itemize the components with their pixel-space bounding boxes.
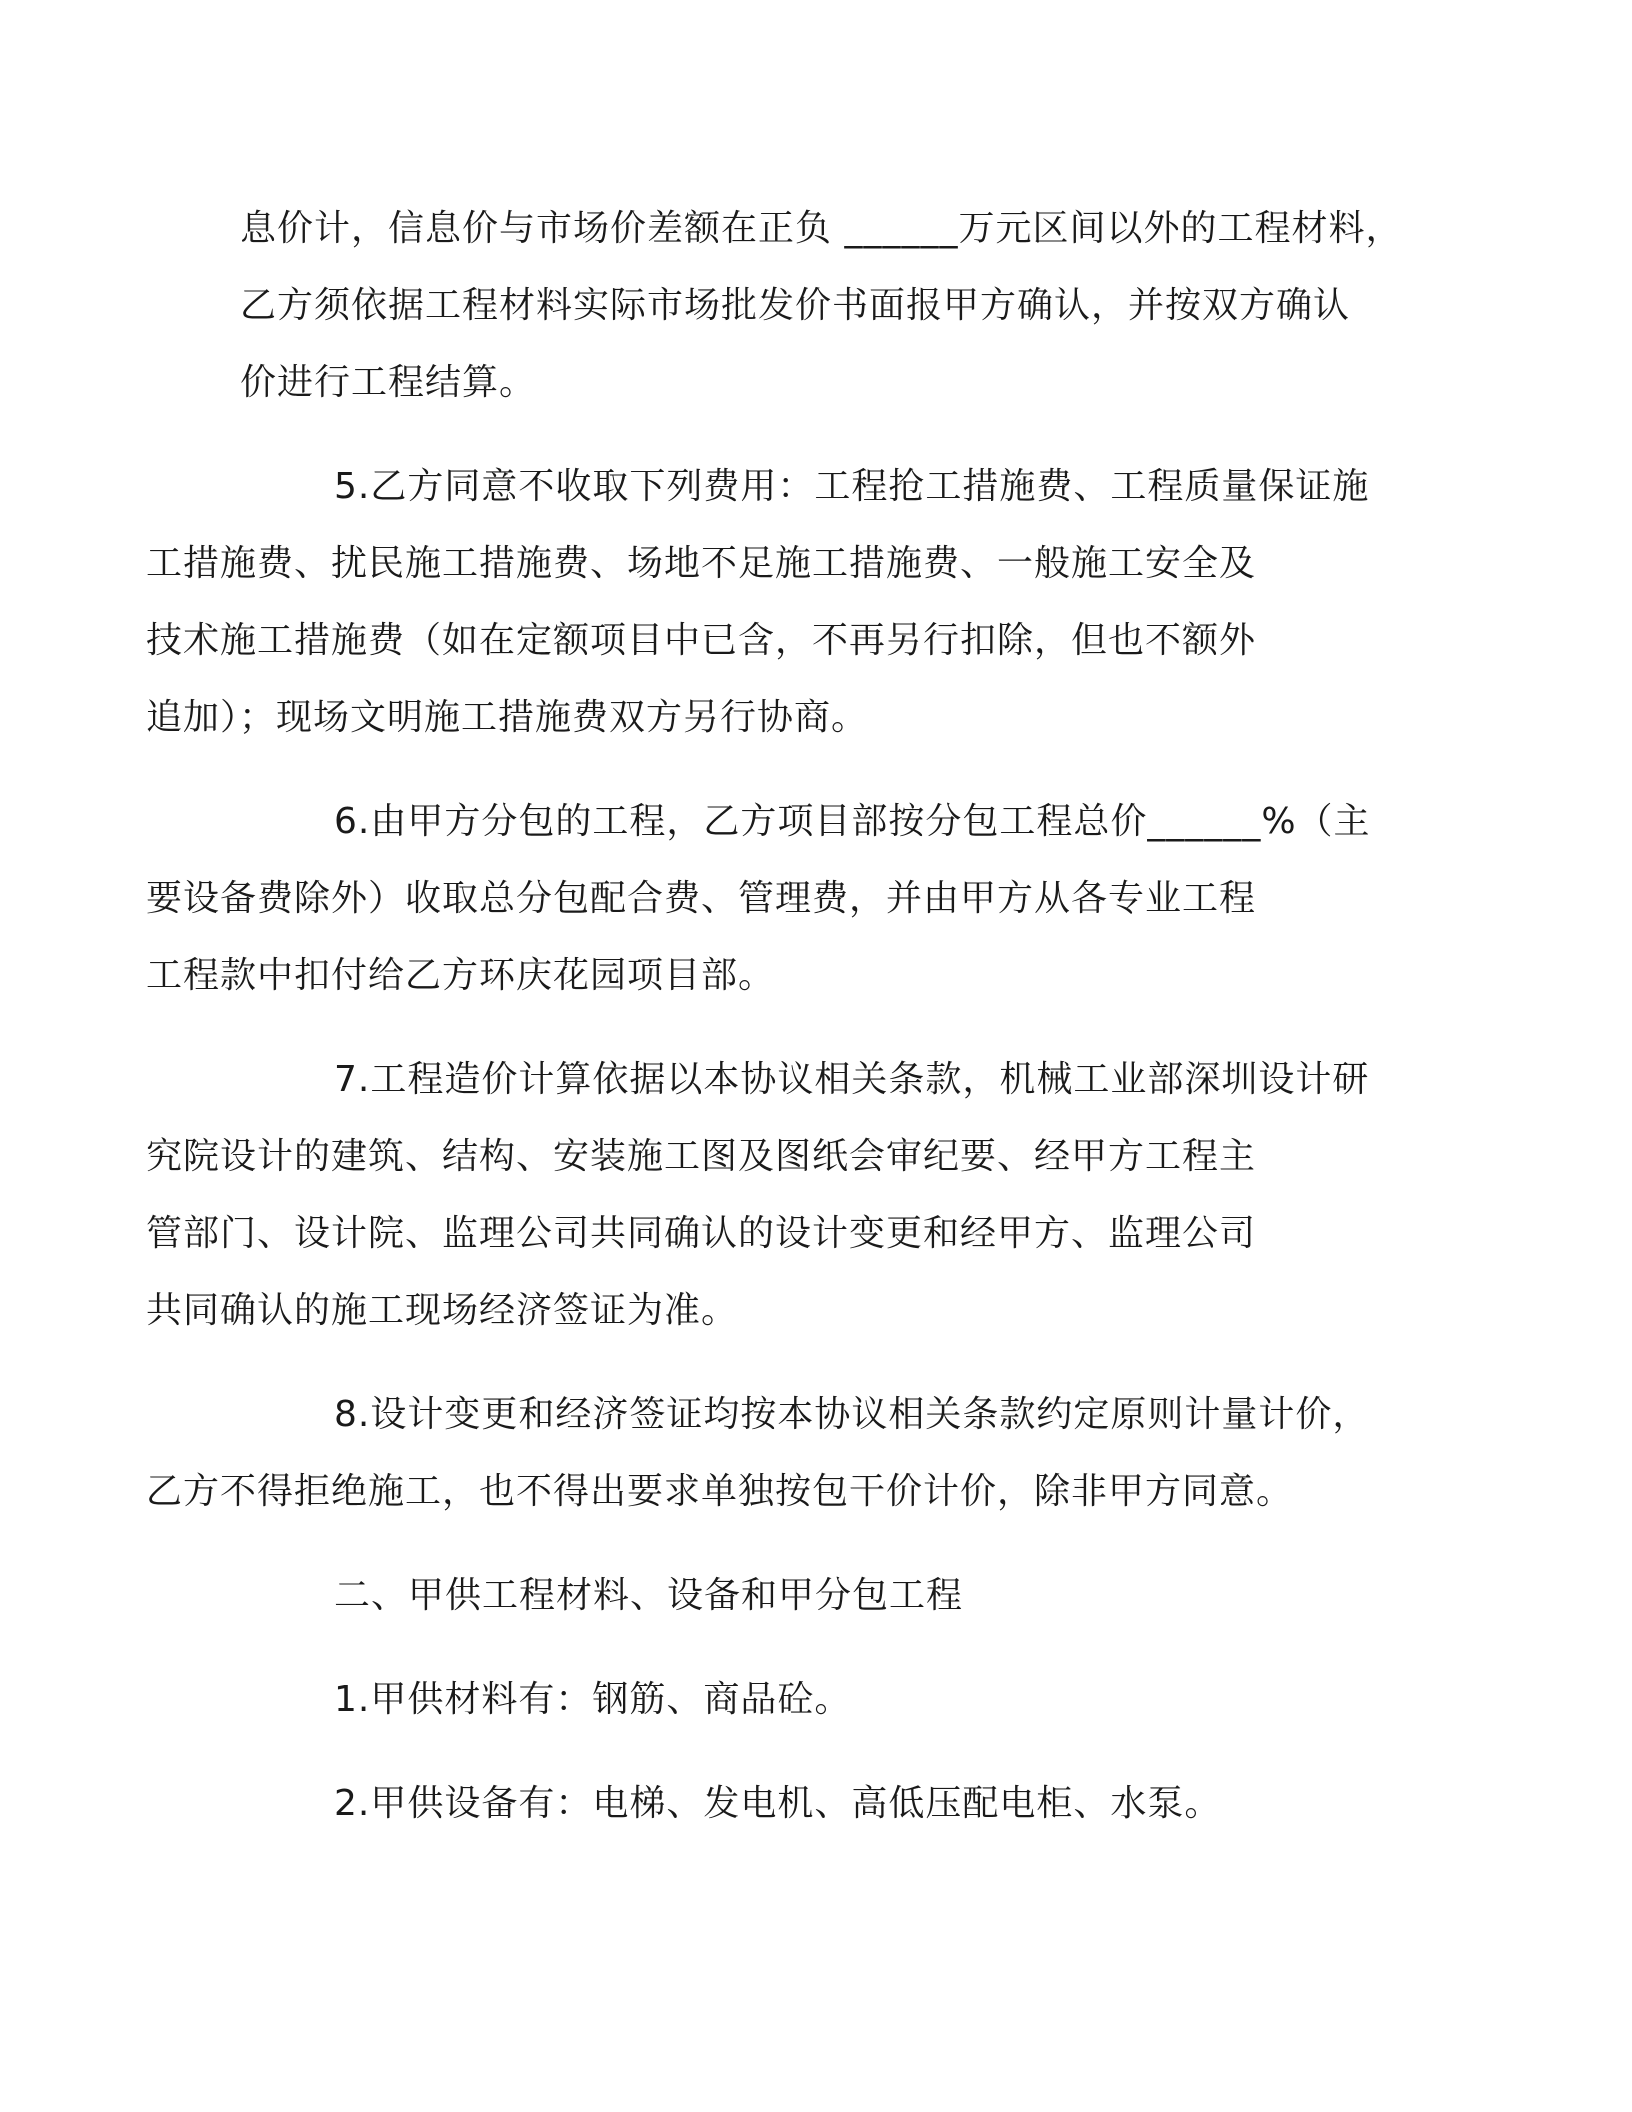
paragraph-material-price	[240, 190, 1403, 421]
document-body	[146, 190, 1403, 1842]
text-line: 价进行工程结算。	[240, 362, 537, 403]
text-line: 二、甲供工程材料、设备和甲分包工程	[334, 1575, 964, 1616]
text-line: 要设备费除外）收取总分包配合费、管理费，并由甲方从各专业工程	[146, 878, 1257, 919]
paragraph-supplied-equipment	[240, 1765, 1400, 1842]
text-line: 工措施费、扰民施工措施费、场地不足施工措施费、一般施工安全及	[146, 543, 1257, 584]
text-line: 工程款中扣付给乙方环庆花园项目部。	[146, 955, 776, 996]
text-line: 技术施工措施费（如在定额项目中已含，不再另行扣除，但也不额外	[146, 620, 1257, 661]
text-line: 2.甲供设备有：电梯、发电机、高低压配电柜、水泵。	[334, 1783, 1222, 1824]
text-line: 6.由甲方分包的工程，乙方项目部按分包工程总价______%（主	[334, 801, 1371, 842]
text-line: 乙方须依据工程材料实际市场批发价书面报甲方确认，并按双方确认	[240, 285, 1351, 326]
text-line: 8.设计变更和经济签证均按本协议相关条款约定原则计量计价，	[334, 1394, 1370, 1435]
text-line: 5.乙方同意不收取下列费用：工程抢工措施费、工程质量保证施	[334, 466, 1370, 507]
text-line: 1.甲供材料有：钢筋、商品砼。	[334, 1679, 852, 1720]
text-line: 乙方不得拒绝施工，也不得出要求单独按包干价计价，除非甲方同意。	[146, 1471, 1294, 1512]
paragraph-item-6	[146, 783, 1400, 1014]
paragraph-item-5	[146, 448, 1400, 756]
text-line: 共同确认的施工现场经济签证为准。	[146, 1290, 739, 1331]
section-heading-supplied-materials	[240, 1557, 1400, 1634]
paragraph-item-8	[146, 1376, 1400, 1530]
text-line: 息价计，信息价与市场价差额在正负 ______万元区间以外的工程材料，	[240, 208, 1403, 249]
text-line: 7.工程造价计算依据以本协议相关条款，机械工业部深圳设计研	[334, 1059, 1370, 1100]
paragraph-item-7	[146, 1041, 1400, 1349]
text-line: 管部门、设计院、监理公司共同确认的设计变更和经甲方、监理公司	[146, 1213, 1257, 1254]
text-line: 究院设计的建筑、结构、安装施工图及图纸会审纪要、经甲方工程主	[146, 1136, 1257, 1177]
paragraph-supplied-materials	[240, 1661, 1400, 1738]
text-line: 追加）；现场文明施工措施费双方另行协商。	[146, 697, 869, 738]
